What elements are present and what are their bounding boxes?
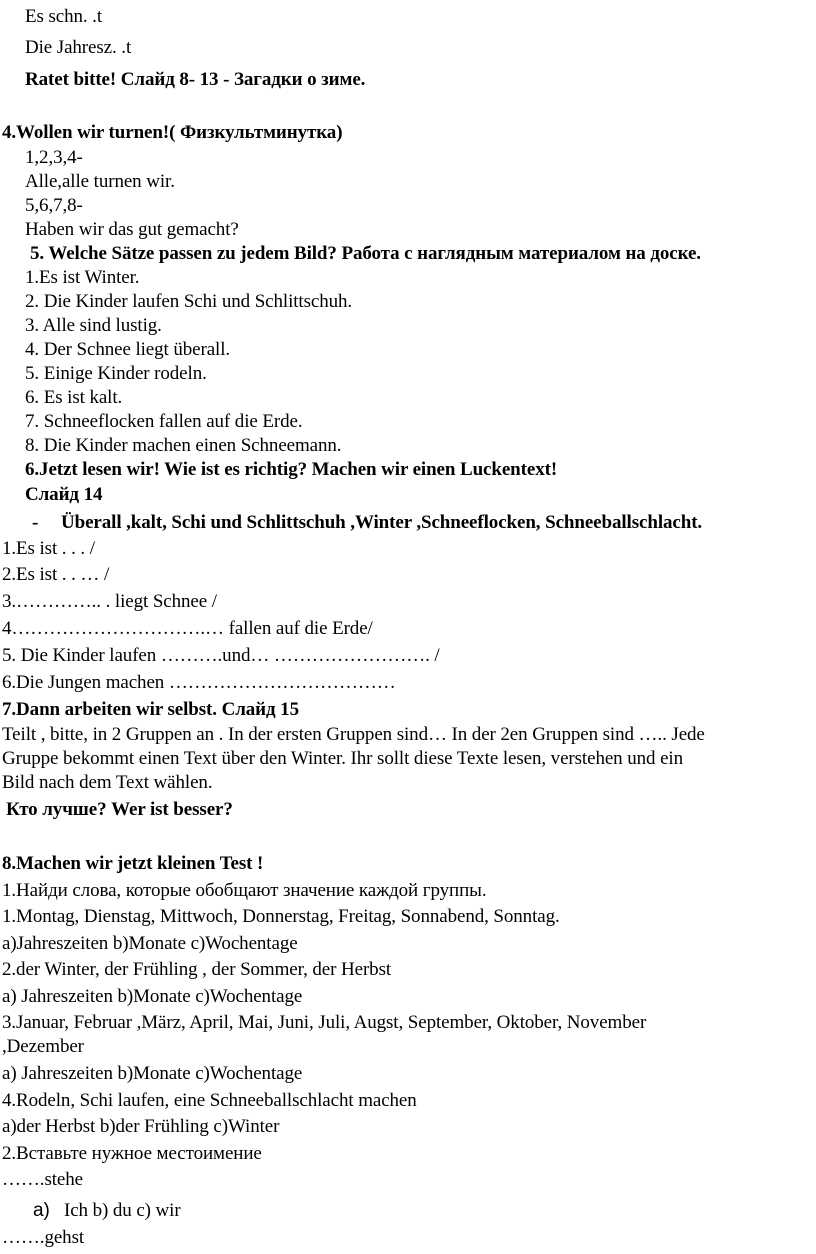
task-1-item-4: 4.Rodeln, Schi laufen, eine Schneeballschlacht machen bbox=[2, 1090, 417, 1111]
line-rhyme-2: Alle,alle turnen wir. bbox=[25, 171, 175, 192]
line-rhyme-4: Haben wir das gut gemacht? bbox=[25, 219, 239, 240]
task-1-item-1: 1.Montag, Dienstag, Mittwoch, Donnerstag, Freitag, Sonnabend, Sonntag. bbox=[2, 906, 560, 927]
bullet-dash: - bbox=[32, 512, 39, 533]
sentence-1: 1.Es ist Winter. bbox=[25, 267, 140, 288]
sentence-6: 6. Es ist kalt. bbox=[25, 387, 123, 408]
sentence-7: 7. Schneeflocken fallen auf die Erde. bbox=[25, 411, 303, 432]
task-1-options-1: a)Jahreszeiten b)Monate c)Wochentage bbox=[2, 933, 298, 954]
task-1-item-2: 2.der Winter, der Frühling , der Sommer, der Herbst bbox=[2, 959, 392, 980]
task-2-option-a-label: a) bbox=[33, 1200, 50, 1221]
line-rhyme-1: 1,2,3,4- bbox=[25, 147, 83, 168]
word-bank: Überall ,kalt, Schi und Schlittschuh ,Winter ,Schneeflocken, Schneeballschlacht. bbox=[61, 512, 703, 533]
sentence-3: 3. Alle sind lustig. bbox=[25, 315, 162, 336]
task-1-item-3: 3.Januar, Februar ,März, April, Mai, Juni, Juli, Augst, September, Oktober, November bbox=[2, 1012, 647, 1033]
paragraph-line-3: Bild nach dem Text wählen. bbox=[2, 772, 213, 793]
gap-line-2: 2.Es ist . . … / bbox=[2, 564, 110, 585]
line-who-is-better: Кто лучше? Wer ist besser? bbox=[6, 799, 233, 820]
heading-section-7: 7.Dann arbeiten wir selbst. Слайд 15 bbox=[2, 699, 299, 720]
line-die-jahresz: Die Jahresz. .t bbox=[25, 37, 132, 58]
gap-line-3: 3.………….. . liegt Schnee / bbox=[2, 591, 217, 612]
task-2-options-1: Ich b) du c) wir bbox=[64, 1200, 181, 1221]
sentence-5: 5. Einige Kinder rodeln. bbox=[25, 363, 207, 384]
sentence-4: 4. Der Schnee liegt überall. bbox=[25, 339, 231, 360]
task-1-options-2: a) Jahreszeiten b)Monate c)Wochentage bbox=[2, 986, 303, 1007]
line-slide-14: Слайд 14 bbox=[25, 484, 103, 505]
task-2-item-2: …….gehst bbox=[2, 1227, 85, 1248]
heading-section-5: 5. Welche Sätze passen zu jedem Bild? Работа с наглядным материалом на доске. bbox=[30, 243, 701, 264]
task-2-item-1: …….stehe bbox=[2, 1169, 83, 1190]
task-1-options-4: a)der Herbst b)der Frühling c)Winter bbox=[2, 1116, 280, 1137]
line-es-schn: Es schn. .t bbox=[25, 6, 103, 27]
heading-section-6: 6.Jetzt lesen wir! Wie ist es richtig? Machen wir einen Luckentext! bbox=[25, 459, 558, 480]
line-rhyme-3: 5,6,7,8- bbox=[25, 195, 83, 216]
heading-section-8: 8.Machen wir jetzt kleinen Test ! bbox=[2, 853, 264, 874]
task-2-heading: 2.Вставьте нужное местоимение bbox=[2, 1143, 262, 1164]
line-ratet-bitte: Ratet bitte! Слайд 8- 13 - Загадки о зиме. bbox=[25, 69, 366, 90]
sentence-8: 8. Die Kinder machen einen Schneemann. bbox=[25, 435, 342, 456]
task-1-heading: 1.Найди слова, которые обобщают значение каждой группы. bbox=[2, 880, 487, 901]
paragraph-line-2: Gruppe bekommt einen Text über den Winter. Ihr sollt diese Texte lesen, verstehen und ein bbox=[2, 748, 683, 769]
gap-line-6: 6.Die Jungen machen ……………………………… bbox=[2, 672, 396, 693]
task-1-options-3: a) Jahreszeiten b)Monate c)Wochentage bbox=[2, 1063, 303, 1084]
gap-line-1: 1.Es ist . . . / bbox=[2, 538, 95, 559]
sentence-2: 2. Die Kinder laufen Schi und Schlittschuh. bbox=[25, 291, 353, 312]
heading-section-4: 4.Wollen wir turnen!( Физкультминутка) bbox=[2, 122, 343, 143]
gap-line-5: 5. Die Kinder laufen ……….und… ……………………. / bbox=[2, 645, 440, 666]
gap-line-4: 4………………………….… fallen auf die Erde/ bbox=[2, 618, 373, 639]
paragraph-line-1: Teilt , bitte, in 2 Gruppen an . In der ersten Gruppen sind… In der 2en Gruppen sind ….. Jede bbox=[2, 724, 705, 745]
task-1-item-3-cont: ,Dezember bbox=[2, 1036, 84, 1057]
